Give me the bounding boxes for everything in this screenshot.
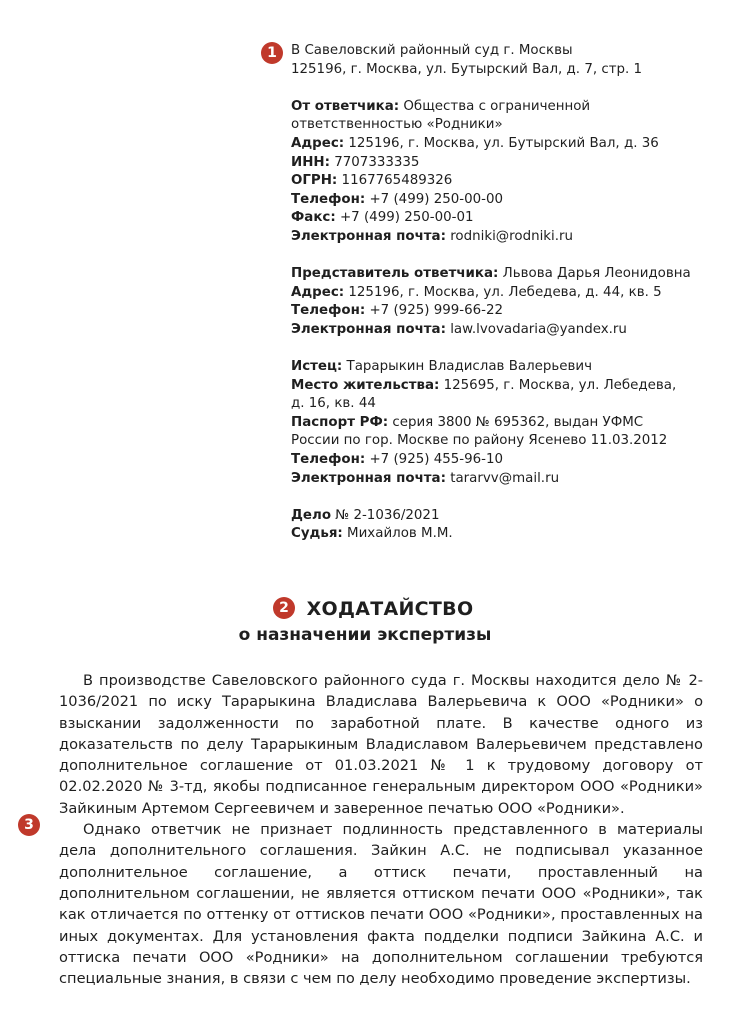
field-label: Адрес:	[291, 135, 345, 151]
field-label: Истец:	[291, 359, 343, 375]
field-label: Место жительства:	[291, 377, 440, 393]
title-subtitle: о назначении экспертизы	[238, 625, 492, 645]
field-value: серия 3800 № 695362, выдан УФМС	[388, 414, 644, 430]
representative-phone	[291, 302, 721, 321]
badge-number: 2	[279, 600, 289, 616]
respondent-name-line-2: ответственностью «Родники»	[291, 117, 503, 133]
body-paragraph-2: Однако ответчик не признает подлинность представленного в материалы дела дополнительного соглашения. Зайкин А.С. не подписывал указанное дополнительное соглашение, а оттиск печати, проставленный на дополнительном соглашении, не является оттиском печати ООО «Родники», так как отличается по оттенку от оттисков печати ООО «Родники», проставленных на иных документах. Для установления факта подделки подписи Зайкина А.С. и оттиска печати ООО «Родники» на дополнительном соглашении требуются специальные знания, в связи с чем по делу необходимо проведение экспертизы.	[59, 821, 703, 988]
respondent-phone	[291, 191, 721, 210]
field-value: 125695, г. Москва, ул. Лебедева,	[439, 377, 677, 393]
court-address: 125196, г. Москва, ул. Бутырский Вал, д. 7, стр. 1	[291, 61, 643, 77]
badge-number: 3	[24, 817, 34, 833]
field-value: Львова Дарья Леонидовна	[498, 266, 691, 282]
field-label: ОГРН:	[291, 173, 338, 189]
plaintiff-passport	[291, 414, 721, 433]
representative-email	[291, 321, 721, 340]
respondent-fax	[291, 209, 721, 228]
plaintiff-section	[291, 358, 721, 488]
plaintiff-name	[291, 358, 721, 377]
badge-number: 1	[267, 45, 277, 61]
case-number	[291, 507, 721, 526]
field-value: 125196, г. Москва, ул. Лебедева, д. 44, кв. 5	[344, 284, 662, 300]
field-value: +7 (925) 455-96-10	[365, 452, 504, 468]
respondent-email	[291, 228, 721, 247]
petition-body	[59, 670, 703, 989]
respondent-address	[291, 135, 721, 154]
respondent-inn	[291, 154, 721, 173]
plaintiff-residence	[291, 377, 721, 396]
title-main: ХОДАТАЙСТВО	[306, 598, 474, 620]
field-value: rodniki@rodniki.ru	[445, 228, 574, 244]
representative-address	[291, 284, 721, 303]
field-label: Электронная почта:	[291, 470, 446, 486]
field-label: Электронная почта:	[291, 321, 446, 337]
representative-section	[291, 265, 721, 339]
addressee-block	[291, 42, 721, 563]
field-label: От ответчика:	[291, 98, 400, 114]
field-label: Электронная почта:	[291, 228, 446, 244]
document-title	[0, 596, 730, 647]
field-value: law.lvovadaria@yandex.ru	[445, 321, 627, 337]
representative-name	[291, 265, 721, 284]
field-label: Представитель ответчика:	[291, 266, 499, 282]
case-section	[291, 507, 721, 544]
field-label: ИНН:	[291, 154, 330, 170]
respondent-ogrn	[291, 172, 721, 191]
plaintiff-residence-2: д. 16, кв. 44	[291, 396, 376, 412]
plaintiff-passport-2: России по гор. Москве по району Ясенево 11.03.2012	[291, 433, 668, 449]
respondent-name-line	[291, 98, 721, 117]
field-label: Телефон:	[291, 452, 366, 468]
field-value: +7 (499) 250-00-00	[365, 191, 504, 207]
field-value: 7707333335	[329, 154, 420, 170]
plaintiff-phone	[291, 451, 721, 470]
respondent-section	[291, 98, 721, 247]
body-paragraph-1: В производстве Савеловского районного суда г. Москвы находится дело № 2-1036/2021 по иску Тарарыкина Владислава Валерьевича к ООО «Родники» о взыскании задолженности по заработной плате. В качестве одного из доказательств по делу Тарарыкиным Владиславом Валерьевичем представлено дополнительное соглашение от 01.03.2021 № 1 к трудовому договору от 02.02.2020 № 3-тд, якобы подписанное генеральным директором ООО «Родники» Зайкиным Артемом Сергеевичем и заверенное печатью ООО «Родники».	[59, 672, 703, 817]
judge	[291, 525, 721, 544]
field-label: Паспорт РФ:	[291, 414, 389, 430]
field-value: Михайлов М.М.	[342, 526, 453, 542]
field-value: № 2-1036/2021	[331, 507, 440, 523]
field-value: tararvv@mail.ru	[445, 470, 560, 486]
field-label: Телефон:	[291, 191, 366, 207]
field-value: 125196, г. Москва, ул. Бутырский Вал, д. 36	[344, 135, 659, 151]
field-value: +7 (499) 250-00-01	[335, 210, 474, 226]
field-label: Телефон:	[291, 303, 366, 319]
field-value: 1167765489326	[337, 173, 453, 189]
plaintiff-email	[291, 470, 721, 489]
court-name: В Савеловский районный суд г. Москвы	[291, 43, 573, 58]
field-label: Судья:	[291, 526, 343, 542]
field-label: Адрес:	[291, 284, 345, 300]
field-value: +7 (925) 999-66-22	[365, 303, 504, 319]
field-label: Дело	[291, 507, 332, 523]
annotation-badge-3	[18, 814, 40, 836]
field-value: Тарарыкин Владислав Валерьевич	[342, 359, 593, 375]
annotation-badge-1	[261, 42, 283, 64]
field-value: Общества с ограниченной	[399, 98, 591, 114]
court-section	[291, 42, 721, 79]
field-label: Факс:	[291, 210, 336, 226]
